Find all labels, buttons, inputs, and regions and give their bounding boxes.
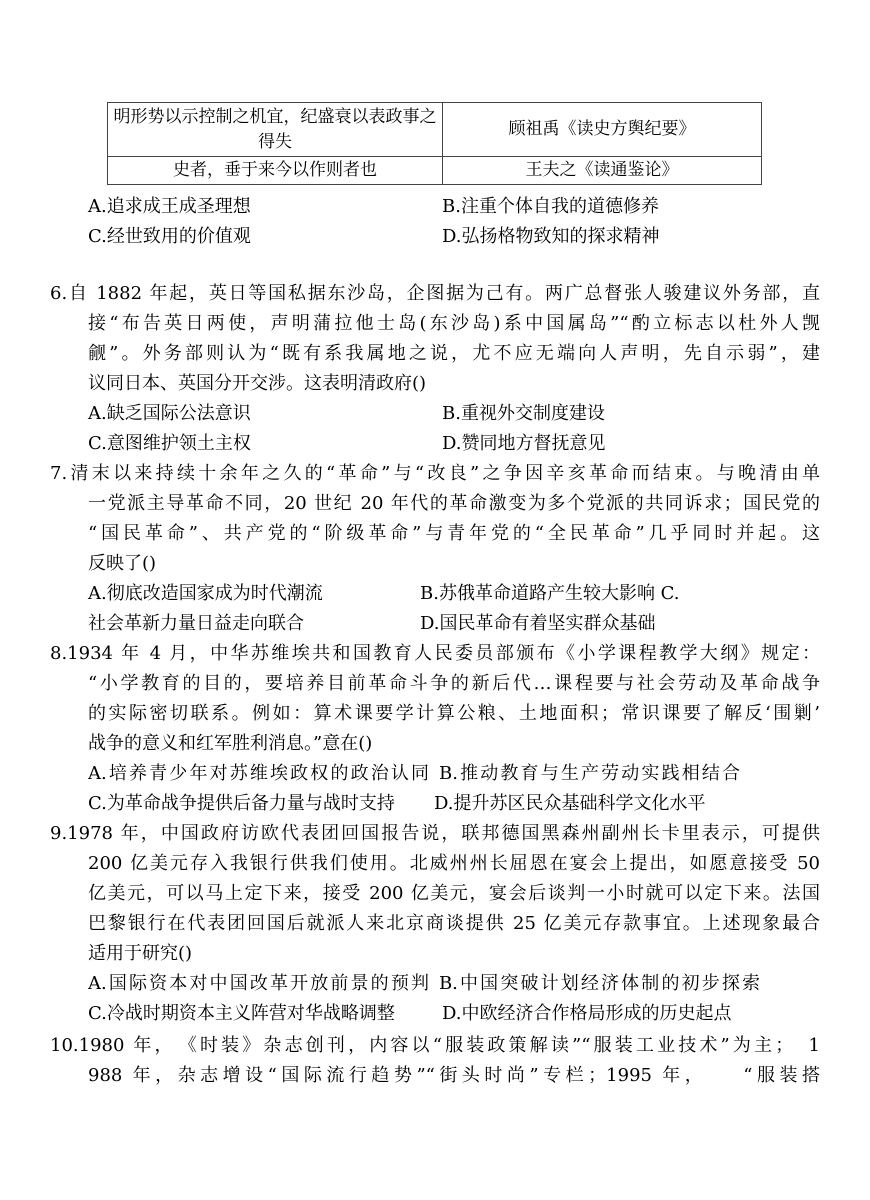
q9-stem-line: 巴黎银行在代表团回国后就派人来北京商谈提供 25 亿美元存款事宜。上述现象最合 xyxy=(88,913,820,934)
q6-stem-line: 议同日本、英国分开交涉。这表明清政府() xyxy=(88,373,427,394)
q6-option-d: D.赞同地方督抚意见 xyxy=(442,433,606,454)
q6-stem-line: 6.自 1882 年起，英日等国私据东沙岛，企图据为己有。两广总督张人骏建议外务部，直 xyxy=(50,283,820,304)
q6-option-c: C.意图维护领土主权 xyxy=(88,433,251,454)
q8-option-ab: A.培养青少年对苏维埃政权的政治认同 B.推动教育与生产劳动实践相结合 xyxy=(88,763,740,784)
q8-stem-line: 战争的意义和红军胜利消息。”意在() xyxy=(88,733,373,754)
table-cell: 王夫之《读通鉴论》 xyxy=(443,157,762,185)
q9-option-d: D.中欧经济合作格局形成的历史起点 xyxy=(442,1003,732,1024)
q8-stem-line: “小学教育的目的，要培养目前革命斗争的新后代…课程要与社会劳动及革命战争 xyxy=(88,673,820,694)
q9-stem-line: 200 亿美元存入我银行供我们使用。北威州州长屈恩在宴会上提出，如愿意接受 50 xyxy=(88,853,820,874)
q9-stem-line: 亿美元，可以马上定下来，接受 200 亿美元，宴会后谈判一小时就可以定下来。法国 xyxy=(88,883,820,904)
table-cell: 顾祖禹《读史方舆纪要》 xyxy=(443,103,762,157)
q6-option-b: B.重视外交制度建设 xyxy=(442,403,605,424)
q10-stem-line: 10.1980 年， 《时装》杂志创刊，内容以“服装政策解读”“服装工业技术”为主； 1 xyxy=(50,1035,820,1056)
q9-option-ab: A.国际资本对中国改革开放前景的预判 B.中国突破计划经济体制的初步探索 xyxy=(88,973,760,994)
q5-option-d: D.弘扬格物致知的探求精神 xyxy=(442,226,660,247)
q6-stem-line: 接“布告英日两使，声明蒲拉他士岛(东沙岛)系中国属岛”“酌立标志以杜外人觊 xyxy=(88,313,820,334)
q10-stem-line: 988 年，杂志增设“国际流行趋势”“街头时尚”专栏；1995 年， “服装搭 xyxy=(88,1065,820,1086)
q8-option-d: D.提升苏区民众基础科学文化水平 xyxy=(434,793,706,814)
table-cell: 史者，垂于来今以作则者也 xyxy=(108,157,443,185)
q7-option-c: 社会革新力量日益走向联合 xyxy=(88,613,304,634)
q7-option-b: B.苏俄革命道路产生较大影响 C. xyxy=(420,583,680,604)
source-table xyxy=(107,102,762,185)
q8-stem-line: 的实际密切联系。例如：算术课要学计算公粮、土地面积；常识课要了解反‘围剿’ xyxy=(88,703,820,724)
q9-stem-line: 9.1978 年，中国政府访欧代表团回国报告说，联邦德国黑森州副州长卡里表示，可提供 xyxy=(50,823,820,844)
q6-option-a: A.缺乏国际公法意识 xyxy=(88,403,251,424)
q7-stem-line: 一党派主导革命不同，20 世纪 20 年代的革命激变为多个党派的共同诉求；国民党的 xyxy=(88,493,820,514)
q7-option-d: D.国民革命有着坚实群众基础 xyxy=(420,613,656,634)
q8-option-c: C.为革命战争提供后备力量与战时支持 xyxy=(88,793,395,814)
table-row xyxy=(108,103,762,157)
q7-stem-line: 7.清末以来持续十余年之久的“革命”与“改良”之争因辛亥革命而结束。与晚清由单 xyxy=(50,463,820,484)
q5-option-a: A.追求成王成圣理想 xyxy=(88,196,251,217)
q7-stem-line: “国民革命”、共产党的“阶级革命”与青年党的“全民革命”几乎同时并起。这 xyxy=(88,523,820,544)
q9-option-c: C.冷战时期资本主义阵营对华战略调整 xyxy=(88,1003,395,1024)
q7-option-a: A.彻底改造国家成为时代潮流 xyxy=(88,583,323,604)
q9-stem-line: 适用于研究() xyxy=(88,943,193,964)
q8-stem-line: 8.1934 年 4 月，中华苏维埃共和国教育人民委员部颁布《小学课程教学大纲》规定： xyxy=(50,643,820,664)
q7-stem-line: 反映了() xyxy=(88,553,157,574)
table-cell: 明形势以示控制之机宜，纪盛衰以表政事之得失 xyxy=(108,103,443,157)
q5-option-b: B.注重个体自我的道德修养 xyxy=(442,196,659,217)
table-row xyxy=(108,157,762,185)
q5-option-c: C.经世致用的价值观 xyxy=(88,226,251,247)
q6-stem-line: 觎”。外务部则认为“既有系我属地之说，尤不应无端向人声明，先自示弱”，建 xyxy=(88,343,820,364)
